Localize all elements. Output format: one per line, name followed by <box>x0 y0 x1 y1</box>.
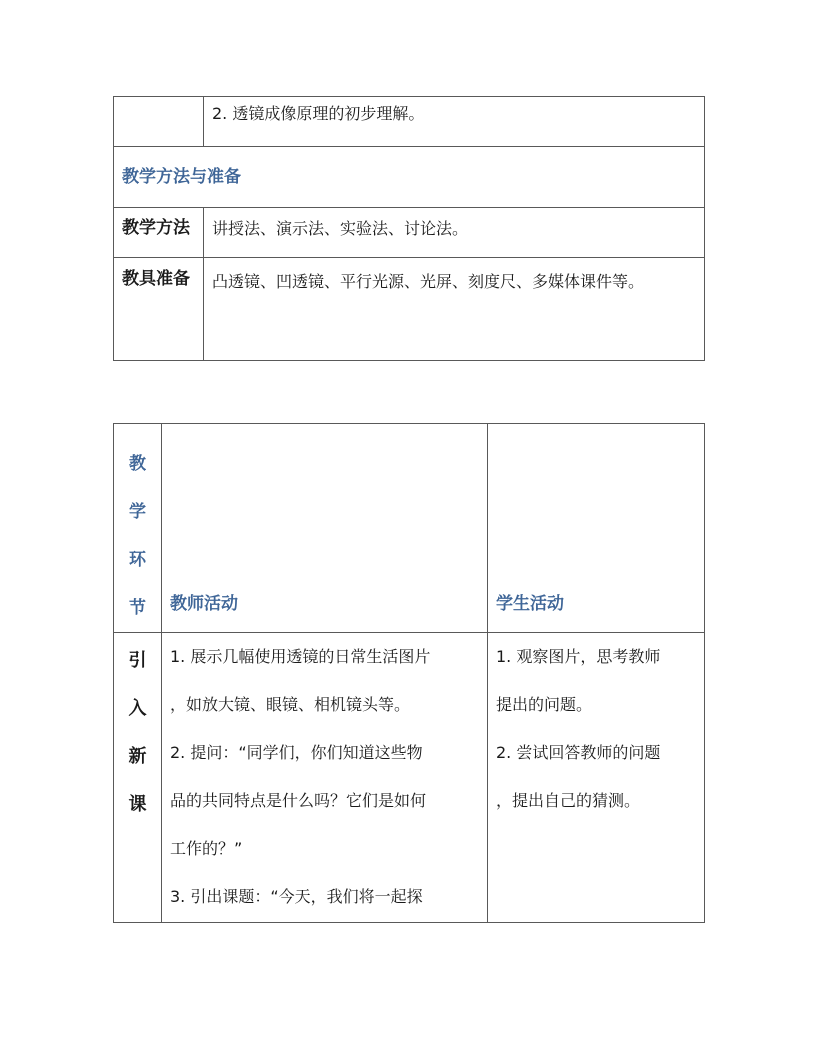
student-header-cell <box>488 424 705 633</box>
student-header: 学生活动 <box>496 594 564 614</box>
teacher-activity-cell <box>162 633 488 923</box>
lesson-plan-table-top <box>113 96 705 361</box>
student-activity-cell <box>488 633 705 923</box>
stage-intro-cell <box>114 633 162 923</box>
methods-value: 讲授法、演示法、实验法、讨论法。 <box>212 219 469 238</box>
methods-value-cell <box>204 208 705 258</box>
student-activity: 1. 观察图片，思考教师 提出的问题。 2. 尝试回答教师的问题 ，提出自己的猜测。 <box>496 647 661 810</box>
teacher-header-cell <box>162 424 488 633</box>
methods-label-cell <box>114 208 204 258</box>
teacher-header: 教师活动 <box>170 594 238 614</box>
empty-label-cell <box>114 97 204 147</box>
lesson-activity-table <box>113 423 705 923</box>
tools-value: 凸透镜、凹透镜、平行光源、光屏、刻度尺、多媒体课件等。 <box>212 272 645 291</box>
section-title: 教学方法与准备 <box>122 167 241 187</box>
stage-header-cell <box>114 424 162 633</box>
tools-value-cell <box>204 258 705 361</box>
section-header-cell <box>114 147 705 208</box>
methods-label: 教学方法 <box>122 218 190 238</box>
tools-label: 教具准备 <box>122 269 190 289</box>
objective-text: 2. 透镜成像原理的初步理解。 <box>212 104 425 123</box>
objective-cell <box>204 97 705 147</box>
teacher-activity: 1. 展示几幅使用透镜的日常生活图片 ，如放大镜、眼镜、相机镜头等。 2. 提问：“同学们，你们知道这些物 品的共同特点是什么吗？它们是如何 工作的？” 3. 引出课题：“今天，我们将一起探 <box>170 647 431 906</box>
stage-intro: 引 入 新 课 <box>128 650 147 815</box>
tools-label-cell <box>114 258 204 361</box>
stage-header: 教 学 环 节 <box>129 454 146 618</box>
